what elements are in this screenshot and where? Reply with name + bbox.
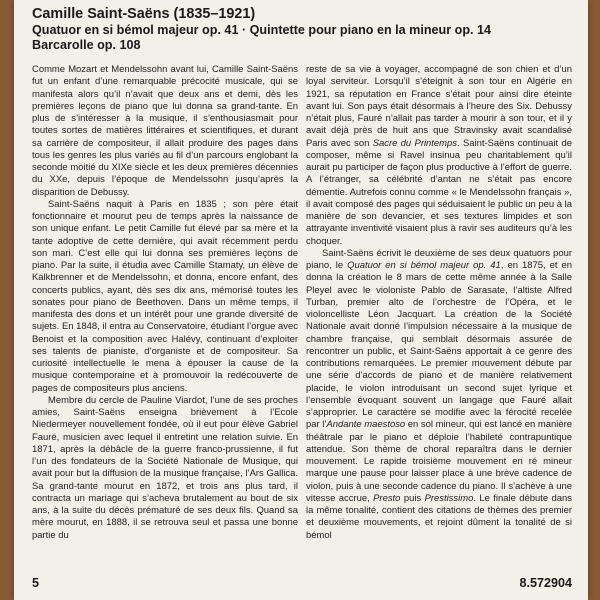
italic-title: Andante maestoso bbox=[326, 419, 406, 431]
title-block bbox=[32, 6, 572, 53]
text-run: en sol mineur, qui est lancé en manière théâtrale par le piano et déploie l’habileté contrapuntique attendue. Son thème de choral reparaîtra dans le dernier mouvement. Le rapide troisième mouvement en ré mineur marque une pause pour laisser place à une brève cadence de violon, puis à une seconde cadence du piano. Il s’achève à une vitesse accrue, bbox=[306, 419, 572, 504]
composer-title: Camille Saint-Saëns (1835–1921) bbox=[32, 6, 256, 22]
italic-tempo: Presto bbox=[373, 492, 401, 504]
left-column bbox=[32, 64, 298, 542]
text-run: Saint-Saëns écrivit le deuxième de ses deux quatuors pour piano, le bbox=[306, 247, 572, 271]
paragraph: Saint-Saëns naquit à Paris en 1835 ; son père était fonctionnaire et mourut peu de temps après la naissance de son unique enfant. Le petit Camille fut élevé par sa mère et la tante adoptive de cette dernière, qui avait récemment perdu son mari. C’est elle qui lui donna ses premières leçons de piano. Par la suite, il étudia avec Camille Stamaty, un élève de Kalkbrenner et de Mendelssohn, et donna, encore enfant, des concerts publics, ayant, dès ses dix ans, mémorisé toutes les sonates pour piano de Beethoven. Dans un même temps, il manifesta des dons et un intérêt pour une grande diversité de sujets. En 1848, il entra au Conservatoire, étudiant l’orgue avec Benoist et la composition avec Halévy, continuant d’exploiter ses talents de pianiste, d’organiste et de compositeur. Sa curiosité intellectuelle le mena à épouser la cause de la musique contemporaine et à promouvoir la redécouverte de pages de compositeurs plus anciens. bbox=[32, 198, 298, 394]
italic-title: Sacre du Printemps bbox=[372, 137, 458, 149]
right-column bbox=[306, 64, 572, 542]
italic-title: Quatuor en si bémol majeur op. 41 bbox=[347, 260, 501, 271]
work-title-1: Quatuor en si bémol majeur op. 41 · Quintette pour piano en la mineur op. 14 bbox=[32, 23, 492, 37]
paragraph bbox=[306, 64, 572, 248]
text-run: , en 1875, et en donna la création le 8 mars de cette même année à la Salle Pleyel avec le violoniste Pablo de Sarasate, l’altiste Alfred Turban, premier alto de l’orchestre de l’Opéra, et le violoncelliste Léon Jacquart. La création de la Société Nationale avait donné l’impulsion nécessaire à la musique de chambre française, qui semblait désormais assurée de rencontrer un public, et Saint-Saëns apportait à ce genre des contributions remarquées. Le premier mouvement débute par une série d’accords de piano et de manière relativement placide, le violon introduisant un second sujet lyrique et l’ensemble évoquant souvent un langage que Fauré allait s’approprier. Le caractère se modifie avec la férocité recelée par l’ bbox=[306, 260, 572, 431]
work-title-2: Barcarolle op. 108 bbox=[32, 38, 141, 52]
page-number: 5 bbox=[32, 576, 40, 590]
text-run: . Saint-Saëns continuait de composer, même si Ravel insinua peu charitablement qu’il aurait pu participer de façon plus productive à l’effort de guerre. A l’étranger, sa célébrité d’antan ne s’était pas encore démentie. Autrefois connu comme « le Mendelssohn français », il avait composé des pages qui séduisaient le public un peu à la manière de son devancier, et ses textures limpides et son attrayante inventivité visaient plus à ravir ses auditeurs qu’à les choquer. bbox=[306, 137, 572, 247]
catalog-number: 8.572904 bbox=[519, 576, 572, 590]
text-run: . Le finale débute dans la même tonalité, contient des citations de thèmes des premier et deuxième mouvements, et rejoint dûment la tonalité de si bémol bbox=[306, 492, 572, 541]
italic-tempo: Prestissimo bbox=[424, 492, 474, 504]
paragraph: Comme Mozart et Mendelssohn avant lui, Camille Saint-Saëns fut un enfant d’une remarquable précocité musicale, qui se manifesta alors qu’il n’avait que deux ans et demi, dès les premières leçons de piano que lui donna sa grand-tante. En plus de s’intéresser à la musique, il s’enthousiasmait pour toutes sortes de matières littéraires et scientifiques, et durant sa carrière de compositeur, il allait produire des pages dans tous les genres les plus variés au fil d’un parcours englobant la seconde moitié du XIXe siècle et les deux premières décennies du XXe, depuis l’époque de Mendelssohn jusqu’après la disparition de Debussy. bbox=[32, 64, 298, 198]
text-run: puis bbox=[400, 492, 425, 504]
paragraph: Membre du cercle de Pauline Viardot, l’une de ses proches amies, Saint-Saëns enseigna brièvement à l’Ecole Niedermeyer nouvellement fondée, où il eut pour élève Gabriel Fauré, musicien avec lequel il entretint une relation suivie. En 1871, après la débâcle de la guerre franco-prussienne, il fut l’un des fondateurs de la Société Nationale de Musique, qui avait pour but la diffusion de la musique française, l’Ars Gallica. Sa grand-tante mourut en 1872, et trois ans plus tard, il contracta un mariage qui s’acheva brutalement au bout de six ans, à la suite du décès prématuré de ses deux fils. Quand sa mère mourut, en 1888, il se retrouva seul et passa une bonne partie du bbox=[32, 394, 298, 541]
paragraph bbox=[306, 248, 572, 542]
booklet-page bbox=[14, 0, 588, 600]
text-run: reste de sa vie à voyager, accompagné de son chien et d’un loyal serviteur. Lorsqu’il s’éteignit à son tour en Algérie en 1921, sa réputation en France s’était pour ainsi dire éteinte avant lui. Son pays était désormais à l’heure des Six. Debussy n’était plus, Fauré n’allait pas tarder à mourir à son tour, et il y avait déjà près de huit ans que Stravinsky avait scandalisé Paris avec son bbox=[306, 64, 572, 149]
